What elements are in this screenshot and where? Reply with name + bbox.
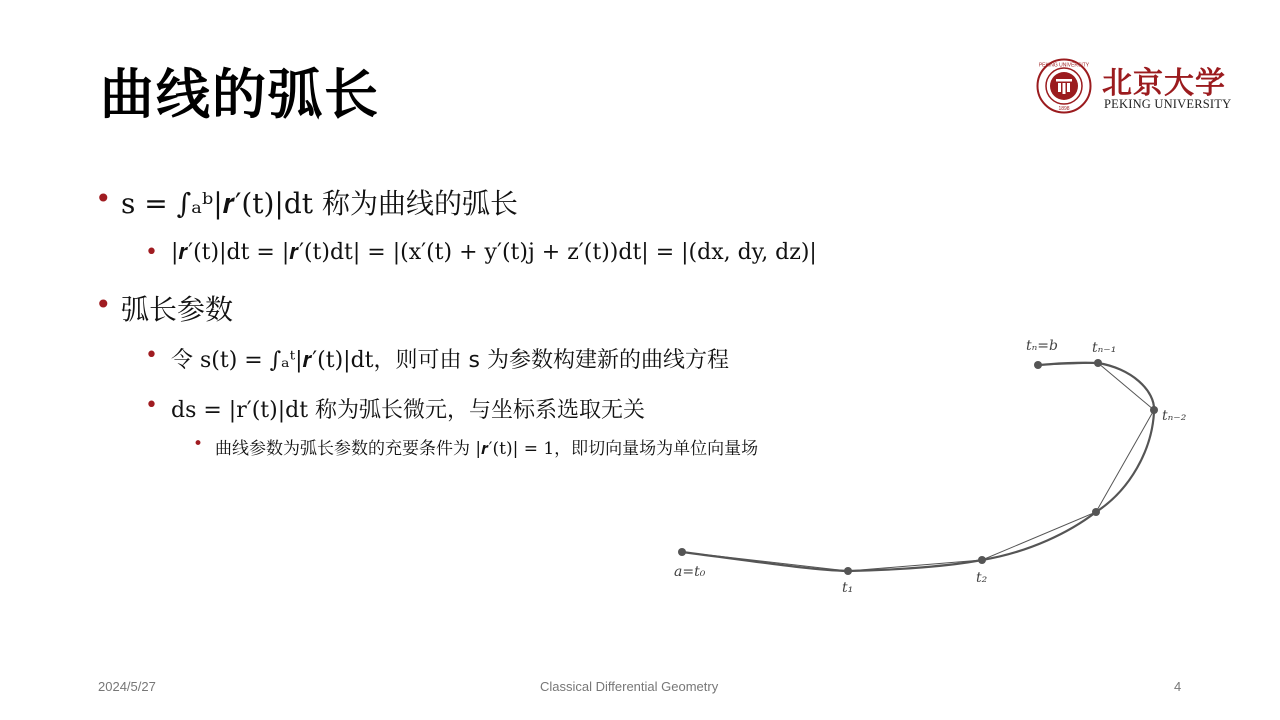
- bullet-item: [145, 343, 729, 374]
- differential-formula: |𝒓′(t)|dt = |𝒓′(t)dt| = |(x′(t) + y′(t)j + z′(t))dt| = |(dx, dy, dz)|: [171, 240, 817, 265]
- point-a-t0: [678, 548, 686, 556]
- footer-page-number: 4: [1174, 679, 1182, 694]
- bullet-item: [95, 288, 233, 328]
- label-tn-b: tₙ=b: [1026, 338, 1058, 354]
- point-tn-2: [1150, 406, 1158, 414]
- label-t1: t₁: [842, 580, 854, 596]
- bullet-item: [145, 393, 645, 424]
- label-tn-1: tₙ₋₁: [1092, 340, 1117, 356]
- bullet-text: 弧长参数: [121, 293, 234, 326]
- point-tn-1: [1094, 359, 1102, 367]
- bullet-text: 称为弧长微元，与坐标系选取无关: [308, 398, 646, 423]
- unit-speed-formula: |𝒓′(t)| = 1: [475, 439, 555, 459]
- curve-path: [682, 363, 1154, 571]
- bullet-text: ，即切向量场为单位向量场: [554, 439, 759, 459]
- arc-parameter-formula: s(t) = ∫ₐᵗ|𝒓′(t)|dt: [200, 348, 374, 373]
- bullet-marker: •: [145, 393, 158, 418]
- footer-date: 2024/5/27: [98, 679, 156, 694]
- bullet-text-prefix: 令: [171, 348, 200, 373]
- bullet-marker: •: [145, 343, 158, 368]
- university-name-cn: 北京大学: [1102, 66, 1226, 101]
- bullet-text: ，则可由 s 为参数构建新的曲线方程: [373, 348, 729, 373]
- seal-year: 1898: [1058, 106, 1070, 112]
- bullet-text-prefix: 曲线参数为弧长参数的充要条件为: [215, 439, 476, 459]
- polygonal-path: [682, 363, 1154, 571]
- bullet-item: [95, 182, 518, 222]
- bullet-text: 称为曲线的弧长: [313, 187, 518, 220]
- arc-length-formula: s = ∫ₐᵇ|𝒓′(t)|dt: [121, 187, 314, 220]
- slide-title: 曲线的弧长: [100, 62, 380, 126]
- seal-text: PEKING UNIVERSITY: [1038, 62, 1090, 69]
- point-intermediate: [1092, 508, 1100, 516]
- footer-course-title: Classical Differential Geometry: [540, 679, 719, 694]
- point-t1: [844, 567, 852, 575]
- university-name-en: PEKING UNIVERSITY: [1104, 97, 1232, 111]
- arc-element-formula: ds = |r′(t)|dt: [171, 398, 309, 423]
- bullet-marker: •: [145, 240, 158, 265]
- point-tn-b: [1034, 361, 1042, 369]
- label-a-t0: a=t₀: [674, 564, 706, 580]
- label-tn-2: tₙ₋₂: [1162, 408, 1187, 424]
- bullet-item: [145, 240, 817, 265]
- bullet-marker: •: [193, 434, 204, 454]
- bullet-marker: •: [95, 182, 112, 215]
- bullet-marker: •: [95, 288, 112, 321]
- point-t2: [978, 556, 986, 564]
- arc-length-figure: [660, 330, 1260, 610]
- label-t2: t₂: [976, 570, 988, 586]
